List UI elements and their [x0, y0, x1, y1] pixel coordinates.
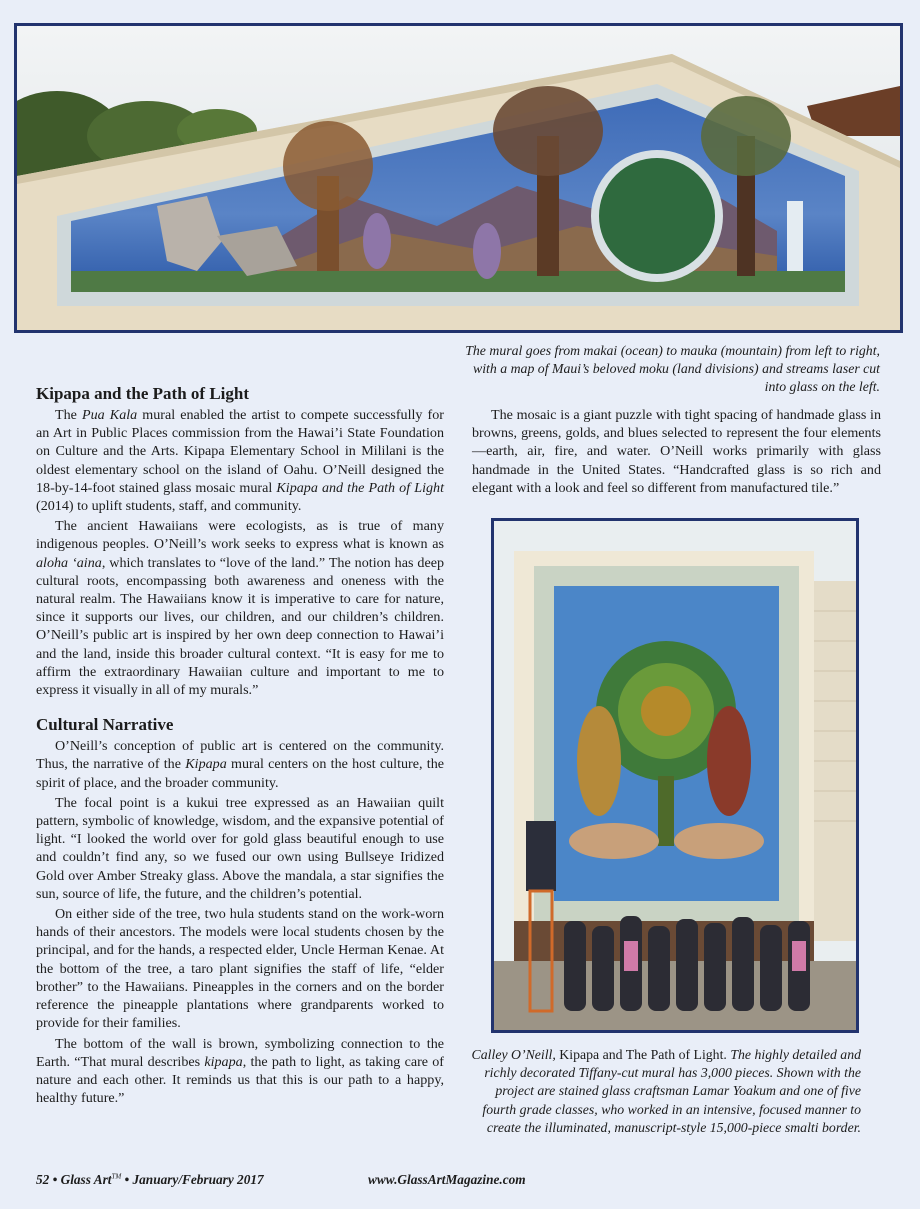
page-footer-website: www.GlassArtMagazine.com — [368, 1172, 526, 1187]
top-mural-photo — [14, 23, 903, 333]
mural-wall-illustration — [494, 521, 856, 1030]
trademark-mark: TM — [111, 1172, 122, 1181]
right-article-column — [472, 406, 881, 499]
paragraph: The focal point is a kukui tree expressed as an Hawaiian quilt pattern, symbolic of knowledge, wisdom, and the expansive potential of light. “I looked the world over for gold glass beautiful enough to use and couldn’t find any, so we fused our own using Bullseye Iridized Gold over Amber Streaky glass. Above the mandala, a star signifies the sun, source of life, the future, and the children’s potential. — [36, 794, 444, 902]
heading-kipapa: Kipapa and the Path of Light — [36, 384, 250, 403]
paragraph: The Pua Kala mural enabled the artist to compete successfully for an Art in Public Places commission from the Hawai’i State Foundation on Culture and the Arts. Kipapa Elementary School in Mililani is the oldest elementary school on the island of Oahu. O’Neill designed the 18-by-14-foot stained glass mosaic mural Kipapa and the Path of Light (2014) to uplift students, staff, and community. — [36, 407, 444, 515]
left-article-column — [36, 384, 444, 1109]
footer-issue-end: • January/February 2017 — [121, 1172, 264, 1187]
paragraph: The bottom of the wall is brown, symbolizing connection to the Earth. “That mural describes kipapa, the path to light, as taking care of nature and each other. It reminds us that this is our path to a happy, healthy future.” — [36, 1035, 444, 1107]
paragraph: On either side of the tree, two hula students stand on the work-worn hands of their ancestors. The models were local students chosen by the principal, and for the hands, a respected elder, Uncle Herman Kenae. At the bottom of the tree, a taro plant signifies the staff of life, “elder brother” to the Hawaiians. Pineapples in the corners and on the border reference the pineapple plantations where grandparents worked to provide for their families. — [36, 906, 444, 1032]
heading-cultural-narrative: Cultural Narrative — [36, 715, 174, 735]
top-photo-caption: The mural goes from makai (ocean) to mauka (mountain) from left to right, with a map of Maui’s beloved moku (land divisions) and streams laser cut into glass on the left. — [465, 343, 880, 395]
page-footer-issue — [36, 1172, 264, 1188]
paragraph: O’Neill’s conception of public art is centered on the community. Thus, the narrative of the Kipapa mural centers on the host culture, the spirit of place, and the broader community. — [36, 738, 445, 791]
paragraph: The mosaic is a giant puzzle with tight spacing of handmade glass in browns, greens, golds, and blues selected to represent the four elements—earth, air, fire, and water. O’Neill works primarily with glass handmade in the United States. “Handcrafted glass is so rich and elegant with a look and feel so different from manufactured tile.” — [472, 407, 881, 496]
mural-gable-illustration — [17, 26, 900, 330]
footer-issue-start: 52 • Glass Art — [36, 1172, 112, 1187]
mural-with-students-photo — [491, 518, 859, 1033]
paragraph: The ancient Hawaiians were ecologists, as is true of many indigenous peoples. O’Neill’s work seeks to express what is known as aloha ‘aina, which translates to “love of the land.” The notion has deep cultural roots, encompassing both awareness and oneness with the natural realm. The Hawaiians know it is imperative to care for nature, since it supports our lives, our children, and our children’s children. O’Neill’s public art is inspired by her own deep connection to Hawai’i and the land, inside this broader cultural context. “It is easy for me to affirm the extraordinary Hawaiian culture and important to me to express it visually in all of my murals.” — [36, 518, 444, 699]
mural-photo-caption: Calley O’Neill, Kipapa and The Path of Light. The highly detailed and richly decorated Tiffany-cut mural has 3,000 pieces. Shown with the project are stained glass craftsman Lamar Yoakum and one of five fourth grade classes, who worked in an intensive, focused manner to create the illuminated, manuscript-style 15,000-piece smalti border. — [471, 1047, 861, 1135]
